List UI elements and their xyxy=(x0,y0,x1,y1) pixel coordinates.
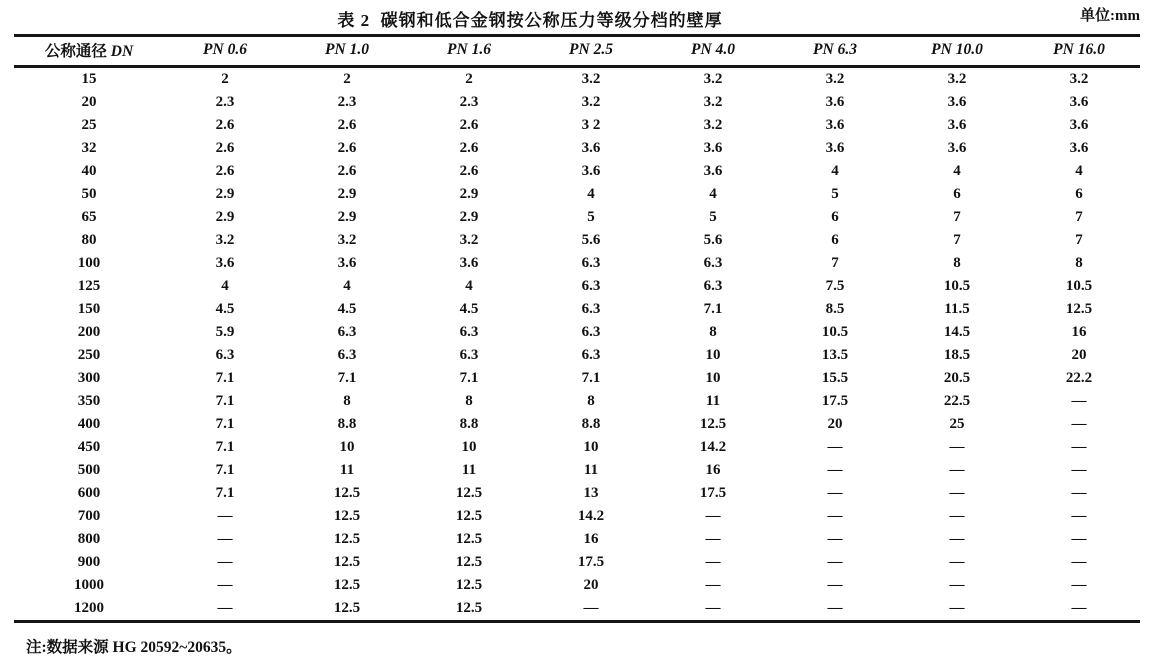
dn-cell: 300 xyxy=(77,370,101,386)
value-cell: 2.3 xyxy=(337,94,357,110)
value-cell: 25 xyxy=(949,416,965,432)
value-cell: 3.6 xyxy=(1069,94,1089,110)
value-cell: 4.5 xyxy=(459,301,479,317)
value-cell: 3.2 xyxy=(215,232,235,248)
value-cell: 12.5 xyxy=(455,554,483,570)
dn-header-cjk: 公称通径 xyxy=(44,43,107,60)
value-cell: 6.3 xyxy=(581,301,601,317)
value-cell: 2.6 xyxy=(337,140,357,156)
value-cell: 10 xyxy=(705,370,721,386)
value-cell: 7 xyxy=(953,209,961,225)
value-cell: 12.5 xyxy=(333,554,361,570)
value-cell: 6 xyxy=(953,186,961,202)
table-row xyxy=(14,505,1140,528)
value-cell: 8 xyxy=(343,393,351,409)
value-cell: 3.6 xyxy=(825,140,845,156)
value-cell: 3.6 xyxy=(703,163,723,179)
table-row xyxy=(14,252,1140,275)
value-cell: 7.1 xyxy=(215,485,235,501)
value-cell: 20 xyxy=(1071,347,1087,363)
value-cell: 17.5 xyxy=(699,485,727,501)
value-cell: 6.3 xyxy=(337,324,357,340)
value-cell: — xyxy=(530,597,652,622)
value-cell: — xyxy=(896,597,1018,622)
value-cell: 2 xyxy=(343,71,351,87)
value-cell: 12.5 xyxy=(333,577,361,593)
value-cell: 7.1 xyxy=(215,416,235,432)
value-cell: — xyxy=(1071,462,1087,478)
table-row xyxy=(14,91,1140,114)
dn-header-latin: DN xyxy=(110,43,134,60)
value-cell: — xyxy=(949,462,965,478)
dn-cell: 900 xyxy=(77,554,101,570)
value-cell: 3.6 xyxy=(459,255,479,271)
value-cell: 3.2 xyxy=(581,71,601,87)
value-cell: 2.9 xyxy=(215,186,235,202)
value-cell: 7.1 xyxy=(581,370,601,386)
value-cell: — xyxy=(827,462,843,478)
value-cell: 5 xyxy=(587,209,595,225)
value-cell: — xyxy=(949,508,965,524)
table-row xyxy=(14,229,1140,252)
value-cell: 2.3 xyxy=(459,94,479,110)
value-cell: 12.5 xyxy=(333,508,361,524)
value-cell: 11 xyxy=(461,462,477,478)
value-cell: 3.2 xyxy=(1069,71,1089,87)
value-cell: 8.8 xyxy=(581,416,601,432)
value-cell: — xyxy=(827,485,843,501)
value-cell: 17.5 xyxy=(821,393,849,409)
value-cell: — xyxy=(1071,393,1087,409)
value-cell: — xyxy=(949,554,965,570)
value-cell: 6.3 xyxy=(337,347,357,363)
dn-cell: 80 xyxy=(81,232,97,248)
table-row xyxy=(14,67,1140,92)
value-cell: — xyxy=(705,531,721,547)
value-cell: 2.6 xyxy=(459,117,479,133)
dn-cell: 450 xyxy=(77,439,101,455)
dn-cell: 1000 xyxy=(74,577,104,593)
value-cell: 3.2 xyxy=(947,71,967,87)
value-cell: — xyxy=(217,531,233,547)
value-cell: 6.3 xyxy=(581,347,601,363)
value-cell: 3.6 xyxy=(1069,140,1089,156)
value-cell: 4 xyxy=(221,278,229,294)
value-cell: 6 xyxy=(831,209,839,225)
value-cell: — xyxy=(652,597,774,622)
value-cell: 16 xyxy=(705,462,721,478)
value-cell: 8.8 xyxy=(337,416,357,432)
value-cell: 12.5 xyxy=(408,597,530,622)
value-cell: 11 xyxy=(705,393,721,409)
value-cell: 2.9 xyxy=(337,209,357,225)
value-cell: 14.2 xyxy=(699,439,727,455)
value-cell: — xyxy=(705,554,721,570)
value-cell: 7 xyxy=(953,232,961,248)
value-cell: 2.6 xyxy=(215,163,235,179)
value-cell: — xyxy=(827,554,843,570)
value-cell: — xyxy=(705,577,721,593)
column-header-pn-1: PN 1.0 xyxy=(286,36,408,67)
value-cell: 6 xyxy=(831,232,839,248)
dn-cell: 65 xyxy=(81,209,97,225)
table-title: 表 2 碳钢和低合金钢按公称压力等级分档的壁厚 xyxy=(337,11,723,30)
value-cell: — xyxy=(705,508,721,524)
value-cell: — xyxy=(1071,577,1087,593)
value-cell: 5 xyxy=(831,186,839,202)
value-cell: 3.2 xyxy=(825,71,845,87)
value-cell: 5 xyxy=(709,209,717,225)
value-cell: — xyxy=(949,531,965,547)
value-cell: 3 2 xyxy=(581,117,601,133)
table-row xyxy=(14,436,1140,459)
value-cell: 10.5 xyxy=(1065,278,1093,294)
value-cell: 2.9 xyxy=(459,209,479,225)
value-cell: 7.1 xyxy=(215,462,235,478)
value-cell: 8 xyxy=(1075,255,1083,271)
table-row xyxy=(14,275,1140,298)
value-cell: — xyxy=(1071,416,1087,432)
value-cell: 6.3 xyxy=(459,347,479,363)
value-cell: 3.6 xyxy=(1069,117,1089,133)
column-header-pn-4: PN 4.0 xyxy=(652,36,774,67)
value-cell: 20 xyxy=(583,577,599,593)
value-cell: 4 xyxy=(587,186,595,202)
value-cell: — xyxy=(827,531,843,547)
column-header-pn-6: PN 10.0 xyxy=(896,36,1018,67)
value-cell: 20.5 xyxy=(943,370,971,386)
value-cell: 10.5 xyxy=(943,278,971,294)
value-cell: — xyxy=(827,439,843,455)
table-row xyxy=(14,574,1140,597)
value-cell: 22.5 xyxy=(943,393,971,409)
column-header-pn-3: PN 2.5 xyxy=(530,36,652,67)
value-cell: 6.3 xyxy=(703,255,723,271)
table-row xyxy=(14,114,1140,137)
value-cell: 2.3 xyxy=(215,94,235,110)
table-row xyxy=(14,413,1140,436)
table-row xyxy=(14,183,1140,206)
value-cell: — xyxy=(949,485,965,501)
value-cell: 7.1 xyxy=(703,301,723,317)
value-cell: 4 xyxy=(1075,163,1083,179)
dn-cell: 800 xyxy=(77,531,101,547)
value-cell: 13 xyxy=(583,485,599,501)
value-cell: 4 xyxy=(343,278,351,294)
dn-cell: 25 xyxy=(81,117,97,133)
value-cell: 2 xyxy=(221,71,229,87)
value-cell: 6.3 xyxy=(215,347,235,363)
value-cell: 2.6 xyxy=(337,117,357,133)
value-cell: 14.5 xyxy=(943,324,971,340)
value-cell: 4.5 xyxy=(215,301,235,317)
wall-thickness-table xyxy=(14,34,1140,623)
value-cell: 2.9 xyxy=(215,209,235,225)
value-cell: 6.3 xyxy=(581,324,601,340)
value-cell: 4 xyxy=(709,186,717,202)
title-bar xyxy=(0,0,1150,34)
dn-cell: 600 xyxy=(77,485,101,501)
value-cell: 3.6 xyxy=(947,117,967,133)
column-header-dn xyxy=(14,36,164,67)
value-cell: 4 xyxy=(953,163,961,179)
value-cell: 7.1 xyxy=(337,370,357,386)
dn-cell: 350 xyxy=(77,393,101,409)
value-cell: 10 xyxy=(705,347,721,363)
value-cell: 3.6 xyxy=(825,94,845,110)
value-cell: 8 xyxy=(709,324,717,340)
value-cell: — xyxy=(217,554,233,570)
value-cell: 3.2 xyxy=(703,117,723,133)
unit-label: 单位:mm xyxy=(1080,8,1140,24)
value-cell: 7.1 xyxy=(459,370,479,386)
dn-cell: 15 xyxy=(81,71,97,87)
table-row xyxy=(14,367,1140,390)
value-cell: — xyxy=(1071,439,1087,455)
value-cell: 7.5 xyxy=(825,278,845,294)
table-body xyxy=(14,67,1140,622)
value-cell: — xyxy=(949,439,965,455)
dn-cell: 700 xyxy=(77,508,101,524)
value-cell: 3.6 xyxy=(947,94,967,110)
dn-cell: 250 xyxy=(77,347,101,363)
value-cell: 5.9 xyxy=(215,324,235,340)
value-cell: 4 xyxy=(831,163,839,179)
value-cell: 12.5 xyxy=(286,597,408,622)
value-cell: 4 xyxy=(465,278,473,294)
value-cell: 5.6 xyxy=(703,232,723,248)
dn-cell: 40 xyxy=(81,163,97,179)
value-cell: 3.6 xyxy=(825,117,845,133)
column-header-pn-2: PN 1.6 xyxy=(408,36,530,67)
value-cell: 18.5 xyxy=(943,347,971,363)
value-cell: 8.5 xyxy=(825,301,845,317)
value-cell: 7.1 xyxy=(215,439,235,455)
value-cell: 7 xyxy=(1075,232,1083,248)
value-cell: 16 xyxy=(583,531,599,547)
column-header-pn-7: PN 16.0 xyxy=(1018,36,1140,67)
value-cell: 2 xyxy=(465,71,473,87)
value-cell: — xyxy=(217,577,233,593)
value-cell: — xyxy=(1071,508,1087,524)
value-cell: 22.2 xyxy=(1065,370,1093,386)
value-cell: 5.6 xyxy=(581,232,601,248)
value-cell: 12.5 xyxy=(455,531,483,547)
value-cell: 3.2 xyxy=(337,232,357,248)
value-cell: 7.1 xyxy=(215,393,235,409)
value-cell: 8.8 xyxy=(459,416,479,432)
value-cell: — xyxy=(1071,554,1087,570)
table-row xyxy=(14,551,1140,574)
value-cell: 8 xyxy=(587,393,595,409)
table-row xyxy=(14,390,1140,413)
value-cell: 11 xyxy=(583,462,599,478)
value-cell: 6.3 xyxy=(581,255,601,271)
value-cell: 12.5 xyxy=(455,508,483,524)
value-cell: — xyxy=(1071,485,1087,501)
dn-cell: 500 xyxy=(77,462,101,478)
dn-cell: 125 xyxy=(77,278,101,294)
value-cell: — xyxy=(1018,597,1140,622)
value-cell: 7 xyxy=(1075,209,1083,225)
value-cell: 6.3 xyxy=(459,324,479,340)
value-cell: 12.5 xyxy=(455,577,483,593)
value-cell: 2.9 xyxy=(459,186,479,202)
value-cell: 6.3 xyxy=(581,278,601,294)
value-cell: 3.2 xyxy=(581,94,601,110)
value-cell: 6 xyxy=(1075,186,1083,202)
dn-cell: 200 xyxy=(77,324,101,340)
value-cell: 3.6 xyxy=(581,163,601,179)
header-row xyxy=(14,36,1140,67)
value-cell: — xyxy=(1071,531,1087,547)
value-cell: 2.6 xyxy=(459,140,479,156)
table-row xyxy=(14,459,1140,482)
dn-cell: 32 xyxy=(81,140,97,156)
column-header-pn-0: PN 0.6 xyxy=(164,36,286,67)
table-row xyxy=(14,344,1140,367)
table-row xyxy=(14,137,1140,160)
value-cell: 3.6 xyxy=(703,140,723,156)
value-cell: 2.6 xyxy=(215,140,235,156)
value-cell: 13.5 xyxy=(821,347,849,363)
value-cell: 7 xyxy=(831,255,839,271)
dn-cell: 50 xyxy=(81,186,97,202)
value-cell: 3.6 xyxy=(215,255,235,271)
value-cell: 7.1 xyxy=(215,370,235,386)
dn-cell: 400 xyxy=(77,416,101,432)
table-row xyxy=(14,160,1140,183)
value-cell: 3.6 xyxy=(581,140,601,156)
value-cell: 12.5 xyxy=(333,485,361,501)
value-cell: — xyxy=(827,508,843,524)
value-cell: — xyxy=(164,597,286,622)
dn-cell: 100 xyxy=(77,255,101,271)
table-row xyxy=(14,528,1140,551)
table-row xyxy=(14,206,1140,229)
value-cell: 11 xyxy=(339,462,355,478)
value-cell: 8 xyxy=(465,393,473,409)
value-cell: 20 xyxy=(827,416,843,432)
value-cell: 17.5 xyxy=(577,554,605,570)
value-cell: 12.5 xyxy=(1065,301,1093,317)
value-cell: 10 xyxy=(583,439,599,455)
table-row xyxy=(14,298,1140,321)
value-cell: 4.5 xyxy=(337,301,357,317)
value-cell: 14.2 xyxy=(577,508,605,524)
value-cell: 2.6 xyxy=(337,163,357,179)
value-cell: 10 xyxy=(339,439,355,455)
value-cell: 2.9 xyxy=(337,186,357,202)
value-cell: 8 xyxy=(953,255,961,271)
value-cell: — xyxy=(827,577,843,593)
value-cell: — xyxy=(949,577,965,593)
value-cell: 15.5 xyxy=(821,370,849,386)
dn-cell: 150 xyxy=(77,301,101,317)
value-cell: 10.5 xyxy=(821,324,849,340)
value-cell: 3.2 xyxy=(459,232,479,248)
value-cell: 11.5 xyxy=(944,301,970,317)
value-cell: 3.6 xyxy=(337,255,357,271)
value-cell: 2.6 xyxy=(459,163,479,179)
value-cell: 3.2 xyxy=(703,94,723,110)
value-cell: 3.2 xyxy=(703,71,723,87)
dn-cell: 1200 xyxy=(14,597,164,622)
value-cell: 12.5 xyxy=(333,531,361,547)
value-cell: 12.5 xyxy=(699,416,727,432)
value-cell: 6.3 xyxy=(703,278,723,294)
table-row xyxy=(14,482,1140,505)
value-cell: — xyxy=(217,508,233,524)
table-row xyxy=(14,321,1140,344)
table-row xyxy=(14,597,1140,622)
value-cell: 2.6 xyxy=(215,117,235,133)
table-note: 注:数据来源 HG 20592~20635。 xyxy=(26,639,242,656)
column-header-pn-5: PN 6.3 xyxy=(774,36,896,67)
value-cell: 3.6 xyxy=(947,140,967,156)
value-cell: — xyxy=(774,597,896,622)
value-cell: 16 xyxy=(1071,324,1087,340)
value-cell: 10 xyxy=(461,439,477,455)
value-cell: 12.5 xyxy=(455,485,483,501)
dn-cell: 20 xyxy=(81,94,97,110)
